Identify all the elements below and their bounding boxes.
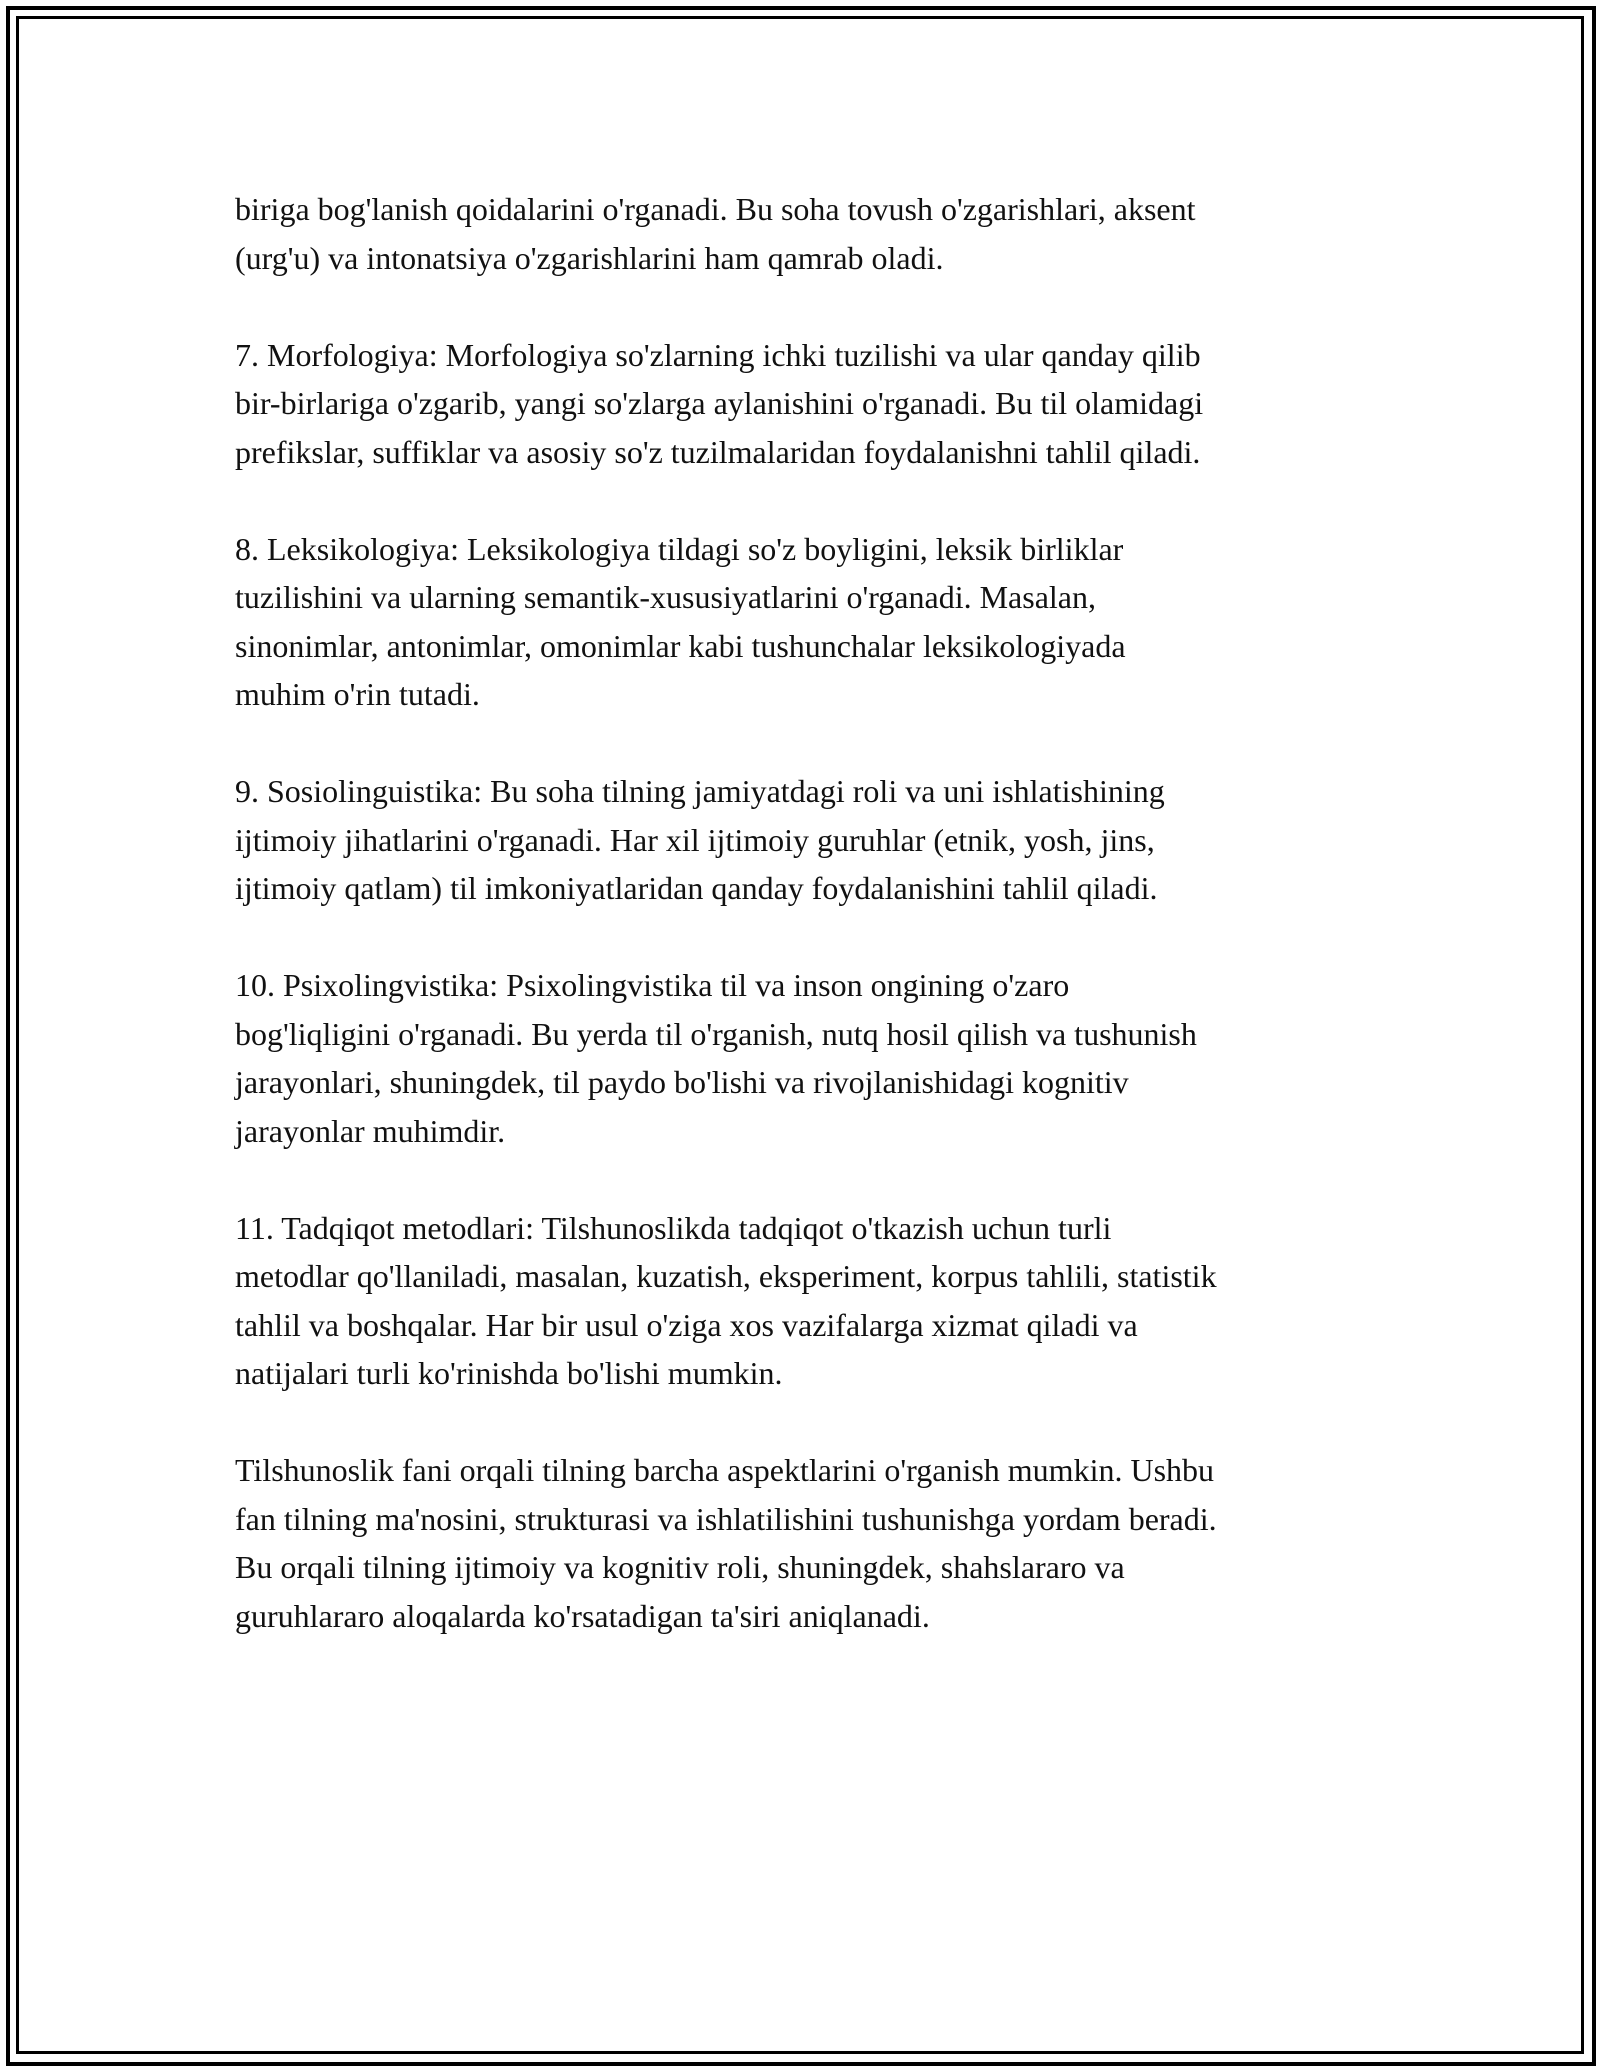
paragraph-fonetika-continuation: biriga bog'lanish qoidalarini o'rganadi. Bu soha tovush o'zgarishlari, aksent (urg'u) va intonatsiya o'zgarishlarini ham qamrab oladi. — [235, 191, 1196, 276]
document-body — [235, 185, 1385, 1689]
paragraph-psixolingvistika: 10. Psixolingvistika: Psixolingvistika til va inson ongining o'zaro bog'liqligini o'rganadi. Bu yerda til o'rganish, nutq hosil qilish va tushunish jarayonlari, shuningdek, til paydo bo'lishi va rivojlanishidagi kognitiv jarayonlar muhimdir. — [235, 967, 1197, 1149]
paragraph-tadqiqot-metodlari: 11. Tadqiqot metodlari: Tilshunoslikda tadqiqot o'tkazish uchun turli metodlar qo'llaniladi, masalan, kuzatish, eksperiment, korpus tahlili, statistik tahlil va boshqalar. Har bir usul o'ziga xos vazifalarga xizmat qiladi va natijalari turli ko'rinishda bo'lishi mumkin. — [235, 1209, 1217, 1391]
paragraph-sosiolinguistika: 9. Sosiolinguistika: Bu soha tilning jamiyatdagi roli va uni ishlatishining ijtimoiy jihatlarini o'rganadi. Har xil ijtimoiy guruhlar (etnik, yosh, jins, ijtimoiy qatlam) til imkoniyatlaridan qanday foydalanishini tahlil qiladi. — [235, 773, 1165, 906]
paragraph-conclusion: Tilshunoslik fani orqali tilning barcha aspektlarini o'rganish mumkin. Ushbu fan tilning ma'nosini, strukturasi va ishlatilishini tushunishga yordam beradi. Bu orqali tilning ijtimoiy va kognitiv roli, shuningdek, shahslararo va guruhlararo aloqalarda ko'rsatadigan ta'siri aniqlanadi. — [235, 1452, 1217, 1634]
paragraph-morfologiya: 7. Morfologiya: Morfologiya so'zlarning ichki tuzilishi va ular qanday qilib bir-birlariga o'zgarib, yangi so'zlarga aylanishini o'rganadi. Bu til olamidagi prefikslar, suffiklar va asosiy so'z tuzilmalaridan foydalanishni tahlil qiladi. — [235, 336, 1204, 470]
paragraph-leksikologiya: 8. Leksikologiya: Leksikologiya tildagi so'z boyligini, leksik birliklar tuzilishini va ularning semantik-xususiyatlarini o'rganadi. Masalan, sinonimlar, antonimlar, omonimlar kabi tushunchalar leksikologiyada muhim o'rin tutadi. — [235, 530, 1126, 712]
